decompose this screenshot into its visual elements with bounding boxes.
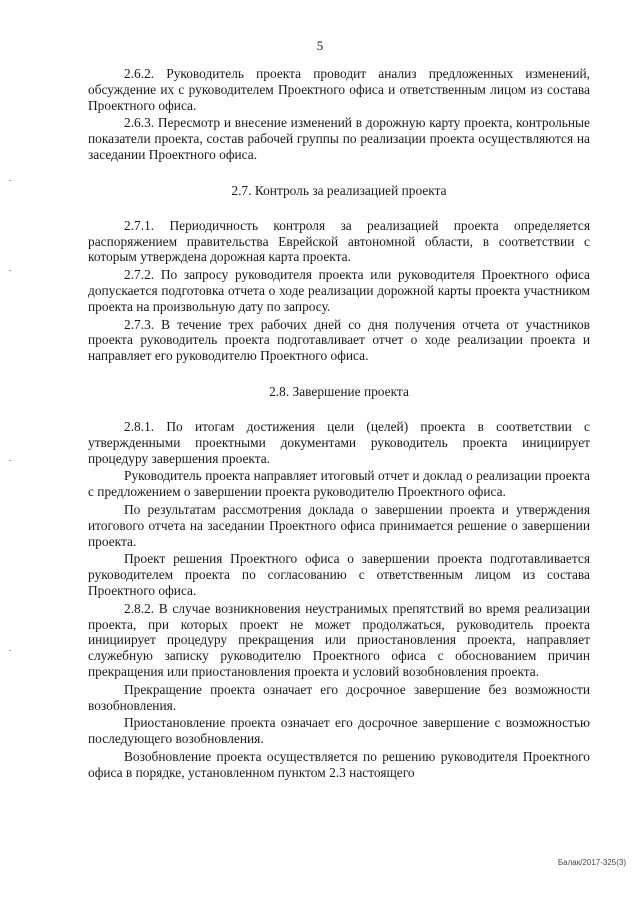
scan-mark (9, 650, 11, 651)
paragraph: 2.6.3. Пересмотр и внесение изменений в дорожную карту проекта, контрольные показатели проекта, состав рабочей группы по реализации проекта осуществляются на заседании Проектного офиса. (88, 115, 590, 162)
document-stamp: Балак/2017-325(3) (557, 858, 626, 867)
paragraph: Прекращение проекта означает его досрочное завершение без возможности возобновления. (88, 681, 590, 713)
paragraph: 2.7.3. В течение трех рабочих дней со дня получения отчета от участников проекта руководитель проекта подготавливает отчет о ходе реализации проекта и направляет его руководителю Проектного офиса. (88, 316, 590, 364)
paragraph: 2.7.2. По запросу руководителя проекта или руководителя Проектного офиса допускается подготовка отчета о ходе реализации дорожной карты проекта участником проекта на произвольную дату по запросу. (88, 267, 590, 314)
scan-mark (9, 270, 11, 271)
page-number: 5 (316, 38, 324, 53)
scan-mark (9, 460, 11, 461)
paragraph: 2.7.1. Периодичность контроля за реализацией проекта определяется распоряжением правительства Еврейской автономной области, в соответствии с которым утверждена дорожная карта проекта. (88, 217, 590, 265)
paragraph: 2.6.2. Руководитель проекта проводит анализ предложенных изменений, обсуждение их с руководителем Проектного офиса и ответственным лицом из состава Проектного офиса. (88, 66, 590, 113)
section-heading: 2.8. Завершение проекта (269, 383, 409, 399)
scan-mark (9, 180, 11, 181)
paragraph: 2.8.2. В случае возникновения неустранимых препятствий во время реализации проекта, при которых проект не может продолжаться, руководитель проекта инициирует процедуру прекращения или приостановления проекта, направляет служебную записку руководителю Проектного офиса с обоснованием причин прекращения или приостановления проекта и условий возобновления проекта. (88, 600, 590, 679)
paragraph: Проект решения Проектного офиса о завершении проекта подготавливается руководителем проекта по согласованию с ответственным лицом из состава Проектного офиса. (88, 551, 590, 598)
document-body (88, 66, 590, 782)
paragraph: По результатам рассмотрения доклада о завершении проекта и утверждения итогового отчета на заседании Проектного офиса принимается решение о завершении проекта. (88, 501, 590, 549)
paragraph: 2.8.1. По итогам достижения цели (целей) проекта в соответствии с утвержденными проектными документами руководитель проекта инициирует процедуру завершения проекта. (88, 418, 590, 466)
section-heading: 2.7. Контроль за реализацией проекта (231, 182, 447, 198)
paragraph: Приостановление проекта означает его досрочное завершение с возможностью последующего возобновления. (88, 715, 590, 747)
paragraph: Руководитель проекта направляет итоговый отчет и доклад о реализации проекта с предложением о завершении проекта руководителю Проектного офиса. (88, 468, 590, 500)
paragraph: Возобновление проекта осуществляется по решению руководителя Проектного офиса в порядке, установленном пунктом 2.3 настоящего (88, 748, 590, 780)
